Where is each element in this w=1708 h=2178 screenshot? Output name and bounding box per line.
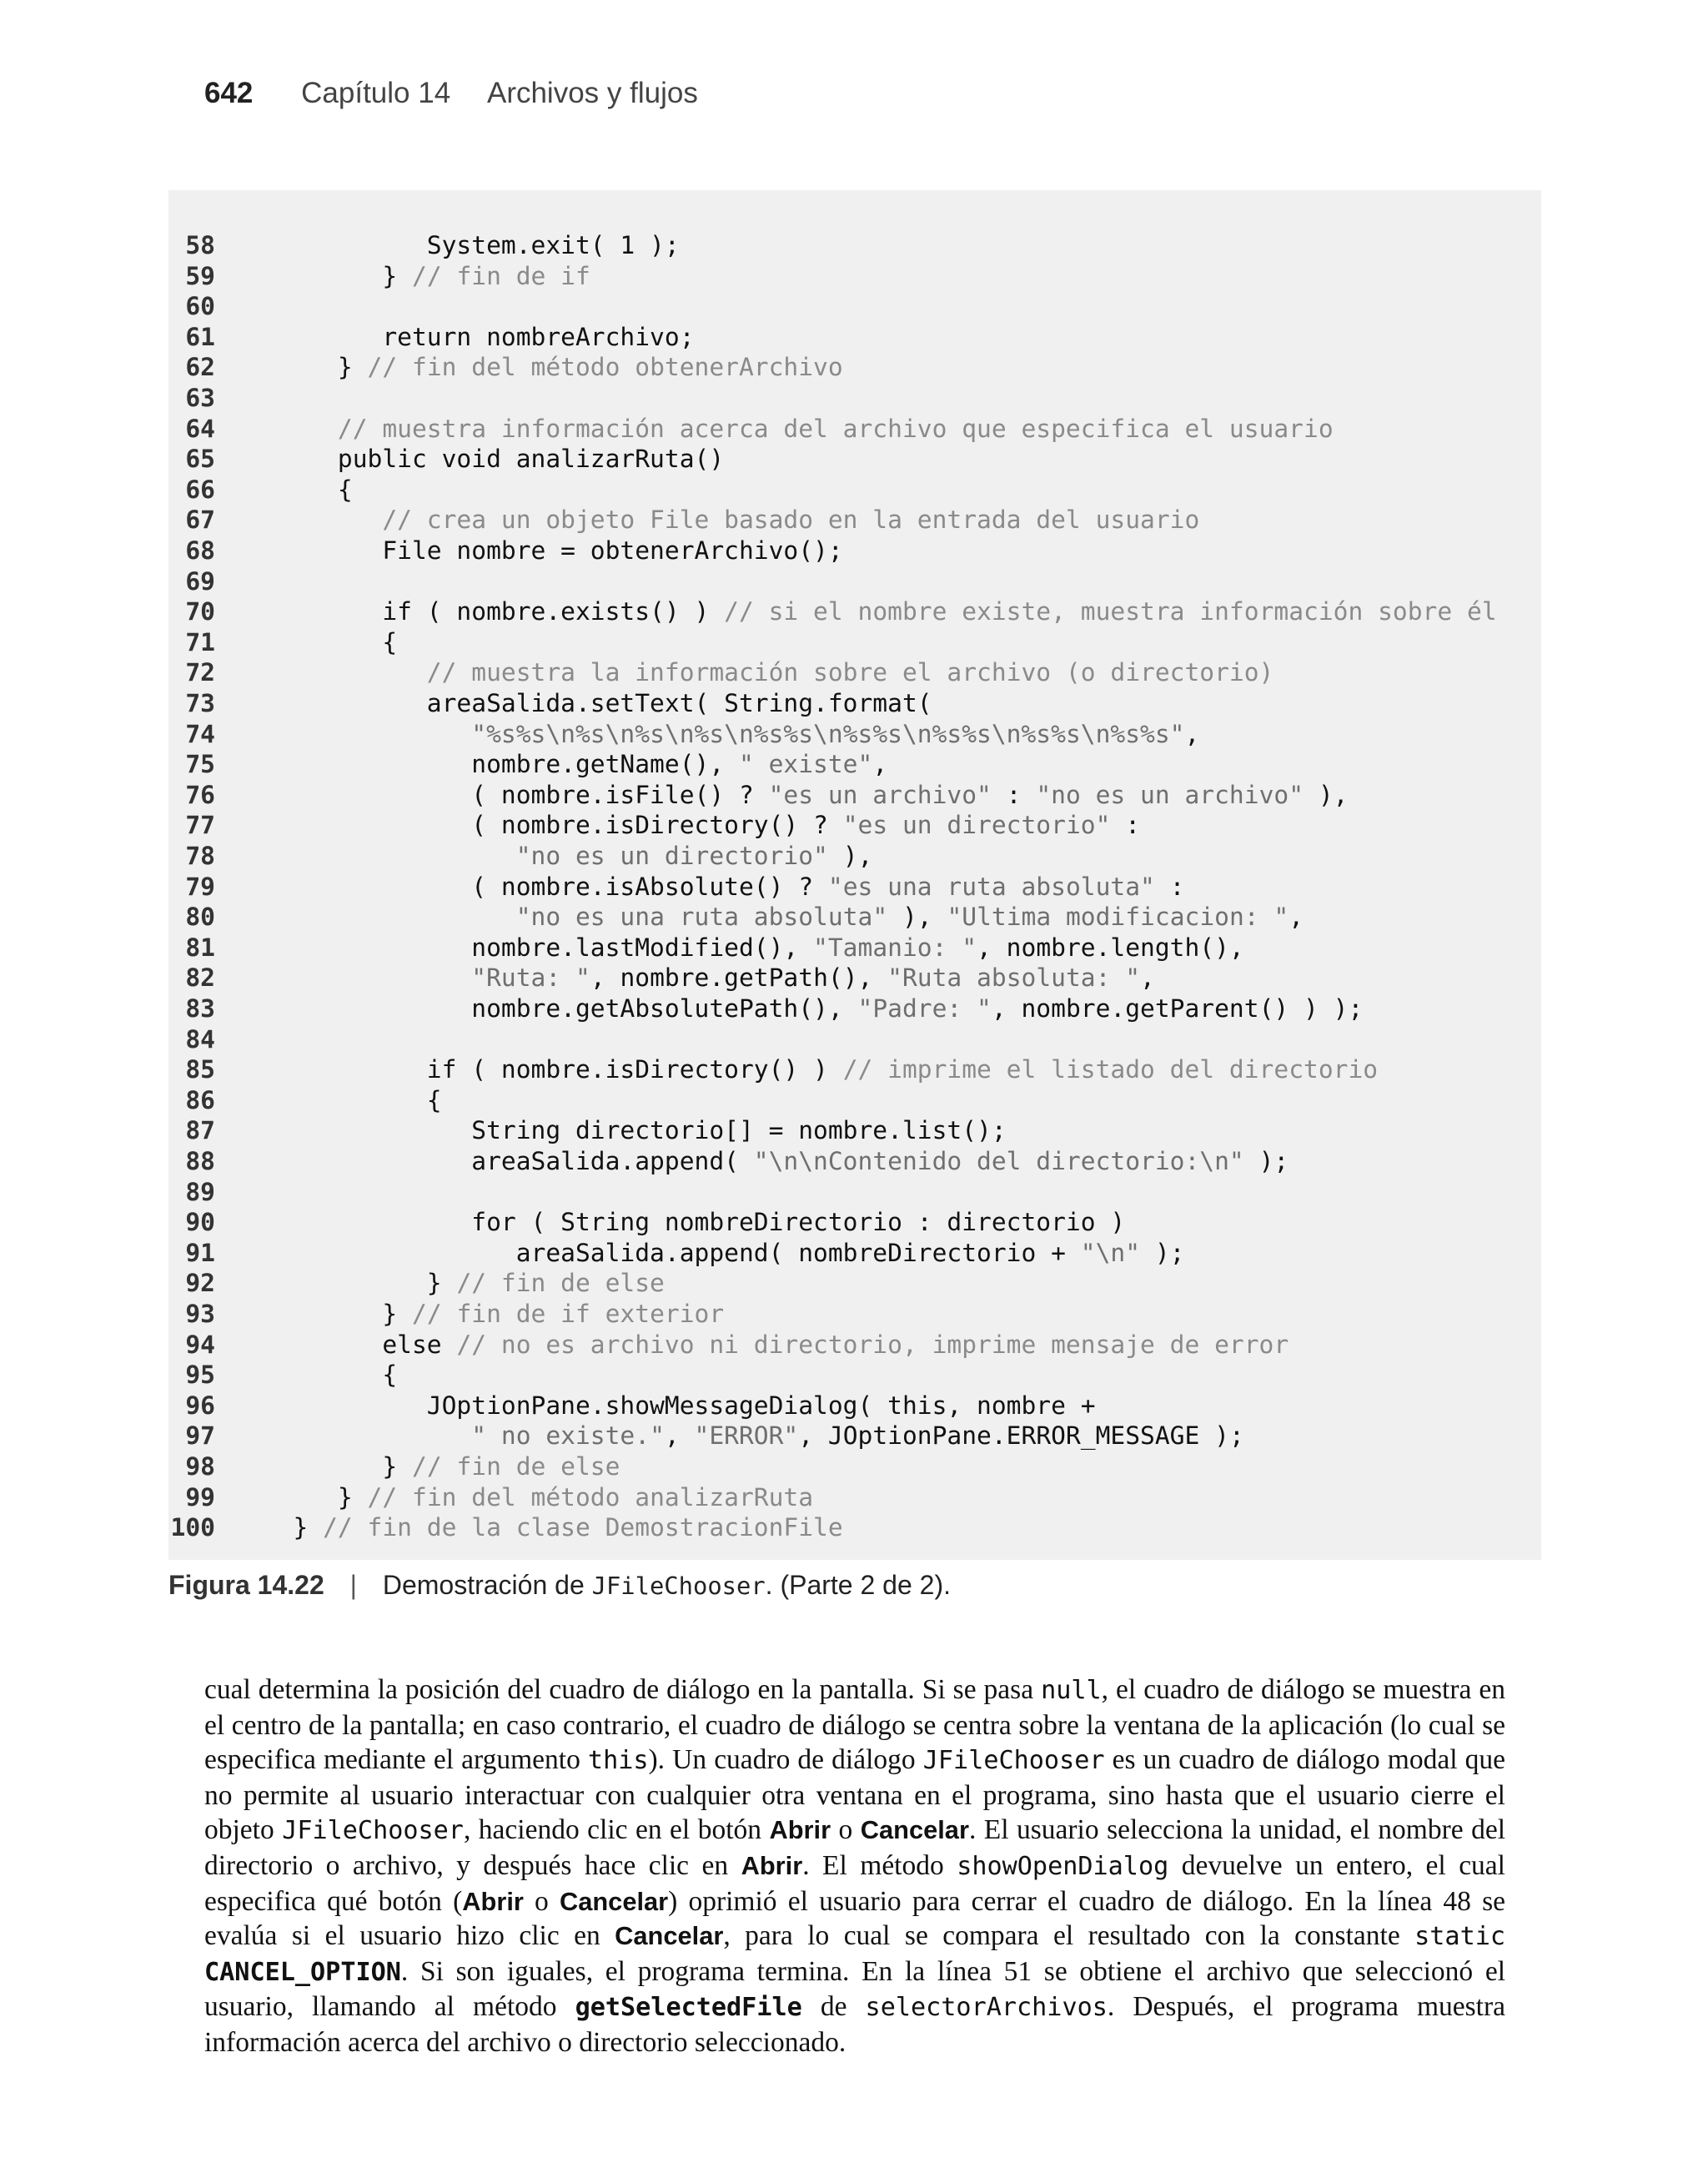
line-number: 81 — [185, 933, 215, 962]
line-code — [249, 1451, 620, 1481]
code-token — [249, 963, 471, 992]
line-number: 79 — [185, 872, 215, 901]
line-number: 71 — [185, 627, 215, 656]
text-run: de — [801, 1991, 866, 2023]
line-code — [249, 1054, 1378, 1084]
text-run: , para lo cual se compara el resultado con la constante — [723, 1920, 1415, 1952]
line-number: 96 — [185, 1391, 215, 1420]
ui-term: Abrir — [741, 1850, 803, 1880]
inline-code: this — [587, 1746, 649, 1776]
code-token: } — [249, 1482, 368, 1512]
line-number: 68 — [185, 536, 215, 565]
line-code — [249, 230, 680, 260]
code-token: nombre.lastModified(), — [249, 933, 814, 962]
line-number: 73 — [185, 689, 215, 717]
line-code — [249, 1238, 1184, 1268]
text-run: . El método — [802, 1849, 957, 1881]
code-comment: // imprime el listado del directorio — [842, 1055, 1379, 1084]
line-number: 93 — [185, 1300, 215, 1328]
line-number: 89 — [185, 1177, 215, 1206]
text-run: o — [831, 1814, 861, 1846]
code-token: } — [249, 1452, 412, 1481]
code-token: , — [1289, 903, 1304, 932]
line-code — [249, 749, 887, 779]
line-number: 99 — [185, 1482, 215, 1512]
line-code — [249, 1482, 813, 1512]
code-token: "es una ruta absoluta" — [827, 872, 1155, 901]
line-number: 83 — [185, 994, 215, 1023]
code-token: return nombreArchivo; — [249, 322, 695, 351]
code-token — [249, 1421, 471, 1450]
code-comment: // fin de la clase DemostracionFile — [323, 1513, 843, 1542]
code-token: : — [991, 780, 1037, 809]
line-number: 98 — [185, 1452, 215, 1481]
text-run: es un cuadro de diálogo modal que no permite al usuario interactuar con cualquier otra ventana en el programa, sino hasta que el usuario cierre el objeto — [204, 1744, 1505, 1846]
line-number: 86 — [185, 1085, 215, 1114]
code-comment: // si el nombre existe, muestra información sobre él — [724, 597, 1497, 626]
body-paragraph — [204, 1672, 1505, 2060]
code-token: areaSalida.append( — [249, 1147, 754, 1175]
line-number: 70 — [185, 597, 215, 626]
line-code — [249, 1115, 1007, 1145]
inline-code: showOpenDialog — [957, 1851, 1169, 1881]
caption-text-before: Demostración de — [382, 1570, 592, 1600]
line-code — [249, 872, 1185, 902]
code-token — [249, 903, 516, 931]
code-token: " no existe." — [471, 1421, 665, 1451]
line-number: 60 — [185, 292, 215, 321]
code-token: "Tamanio: " — [813, 933, 977, 962]
inline-code-bold: CANCEL_OPTION — [204, 1957, 401, 1987]
code-token: } — [249, 261, 412, 290]
chapter-title: Archivos y flujos — [486, 77, 698, 109]
inline-code: JFileChooser — [282, 1816, 464, 1846]
line-number: 65 — [185, 445, 215, 474]
code-token: "no es un directorio" — [515, 842, 828, 870]
code-token: "%s%s\n%s\n%s\n%s\n%s%s\n%s%s\n%s%s\n%s%s\n%s%s" — [471, 719, 1185, 748]
code-token: { — [249, 627, 398, 656]
line-number: 67 — [185, 506, 215, 535]
line-code — [249, 1146, 1289, 1176]
line-number: 91 — [185, 1238, 215, 1267]
inline-code: selectorArchivos — [865, 1993, 1108, 2023]
line-code — [249, 993, 1363, 1024]
line-code — [249, 1207, 1125, 1237]
line-code — [249, 1360, 397, 1390]
line-code — [249, 1268, 665, 1298]
code-token: , nombre.length(), — [977, 933, 1244, 962]
code-token: if ( nombre.isDirectory() ) — [249, 1055, 843, 1084]
line-number: 75 — [185, 750, 215, 779]
line-code — [249, 414, 1334, 444]
line-number: 62 — [185, 353, 215, 382]
text-run: . Si son iguales, el programa termina. En la línea 51 se obtiene el archivo que seleccionó el usuario, llamando al método — [204, 1955, 1505, 2023]
code-token: ); — [1140, 1238, 1185, 1267]
line-code — [249, 596, 1497, 626]
page-number: 642 — [204, 77, 254, 109]
code-token: "Padre: " — [857, 994, 992, 1023]
line-code — [249, 1299, 724, 1329]
code-token: "es un directorio" — [842, 811, 1111, 840]
line-number: 97 — [185, 1421, 215, 1451]
code-token: "no es un archivo" — [1036, 780, 1304, 809]
code-comment: // fin del método analizarRuta — [367, 1482, 814, 1512]
code-token: JOptionPane.showMessageDialog( this, nombre + — [249, 1391, 1096, 1420]
code-token: ( nombre.isAbsolute() ? — [249, 872, 828, 901]
code-token: areaSalida.append( nombreDirectorio + — [249, 1238, 1081, 1267]
line-number: 74 — [185, 719, 215, 748]
line-code — [249, 810, 1140, 840]
caption-code: JFileChooser — [591, 1572, 766, 1600]
line-number: 76 — [185, 780, 215, 809]
caption-separator: | — [349, 1570, 357, 1600]
line-number: 95 — [185, 1361, 215, 1390]
code-token: "Ruta: " — [471, 963, 590, 993]
line-number: 82 — [185, 963, 215, 993]
ui-term: Cancelar — [860, 1815, 969, 1845]
code-token: System.exit( 1 ); — [249, 231, 680, 259]
code-token: String directorio[] = nombre.list(); — [249, 1116, 1007, 1145]
line-code — [249, 475, 353, 505]
line-code — [249, 322, 695, 352]
line-number: 84 — [185, 1024, 215, 1054]
line-number: 85 — [185, 1055, 215, 1084]
code-token: , nombre.getParent() ) ); — [991, 994, 1364, 1023]
line-code — [249, 627, 397, 657]
code-token: areaSalida.setText( String.format( — [249, 689, 932, 717]
code-token: "Ruta absoluta: " — [887, 963, 1141, 993]
code-token: public void analizarRuta() — [249, 445, 725, 474]
line-number: 61 — [185, 322, 215, 351]
line-code — [249, 536, 843, 566]
line-number: 100 — [170, 1513, 215, 1542]
code-comment: // no es archivo ni directorio, imprime mensaje de error — [456, 1330, 1289, 1359]
line-number: 63 — [185, 384, 215, 412]
ui-term: Cancelar — [615, 1921, 724, 1951]
line-code — [249, 1512, 843, 1542]
ui-term: Abrir — [769, 1815, 831, 1845]
code-token: , — [872, 750, 888, 779]
code-comment: // fin de if — [412, 261, 590, 290]
text-run: . El usuario selecciona la unidad, el nombre del directorio o archivo, y después hace clic en — [204, 1814, 1506, 1881]
line-code — [249, 780, 1348, 810]
text-run: devuelve un entero, el cual especifica qué botón ( — [204, 1849, 1505, 1917]
line-code — [249, 688, 932, 718]
code-token: , — [1140, 963, 1155, 993]
line-code — [249, 719, 1199, 749]
line-number: 64 — [185, 414, 215, 443]
line-number: 59 — [185, 261, 215, 290]
code-token: nombre.getAbsolutePath(), — [249, 994, 858, 1023]
code-token: "\n" — [1080, 1238, 1141, 1267]
line-code — [249, 902, 1304, 932]
ui-term: Cancelar — [559, 1886, 669, 1916]
line-code — [249, 963, 1155, 993]
line-number: 88 — [185, 1147, 215, 1175]
code-token: , — [1184, 719, 1200, 748]
code-listing — [168, 190, 1541, 1560]
line-code — [249, 1421, 1244, 1451]
code-token: "Ultima modificacion: " — [947, 903, 1289, 932]
inline-code-bold: getSelectedFile — [575, 1993, 802, 2023]
code-token: "es un archivo" — [768, 780, 992, 809]
line-number: 87 — [185, 1116, 215, 1145]
code-token: } — [249, 1300, 412, 1328]
line-code — [249, 1085, 442, 1115]
line-number: 92 — [185, 1269, 215, 1298]
code-comment: // fin de else — [412, 1452, 620, 1481]
code-token — [249, 842, 516, 870]
code-comment: // muestra la información sobre el archivo (o directorio) — [249, 658, 1274, 687]
code-token: ), — [827, 842, 873, 870]
line-code — [249, 841, 872, 871]
line-number: 90 — [185, 1208, 215, 1237]
text-run: cual determina la posición del cuadro de diálogo en la pantalla. Si se pasa — [204, 1674, 1042, 1705]
line-number: 66 — [185, 475, 215, 504]
code-token: ), — [1304, 780, 1349, 809]
line-code — [249, 352, 843, 382]
code-comment: // muestra información acerca del archivo que especifica el usuario — [249, 414, 1334, 443]
line-number: 94 — [185, 1330, 215, 1359]
code-token: , JOptionPane.ERROR_MESSAGE ); — [798, 1421, 1244, 1451]
code-token: ( nombre.isDirectory() ? — [249, 811, 843, 840]
code-comment: // fin de else — [456, 1269, 665, 1298]
code-token: { — [249, 1085, 442, 1114]
code-token: else — [249, 1330, 457, 1359]
inline-code: JFileChooser — [922, 1746, 1105, 1776]
line-code — [249, 261, 590, 291]
code-token: "no es una ruta absoluta" — [515, 903, 888, 932]
chapter-label: Capítulo 14 — [301, 77, 451, 109]
text-run: , haciendo clic en el botón — [463, 1814, 770, 1846]
line-number: 72 — [185, 658, 215, 687]
line-number: 77 — [185, 811, 215, 840]
code-token: "ERROR" — [694, 1421, 799, 1451]
code-token: nombre.getName(), — [249, 750, 739, 779]
code-token: : — [1154, 872, 1185, 901]
code-token: } — [249, 1513, 324, 1542]
running-head — [204, 77, 698, 110]
code-token: File nombre = obtenerArchivo(); — [249, 536, 843, 565]
figure-label: Figura 14.22 — [168, 1570, 324, 1600]
code-token: for ( String nombreDirectorio : directorio ) — [249, 1208, 1126, 1237]
code-token: ( nombre.isFile() ? — [249, 780, 769, 809]
code-comment: // crea un objeto File basado en la entrada del usuario — [249, 506, 1200, 535]
line-code — [249, 657, 1273, 687]
code-token — [249, 720, 471, 748]
inline-code: null — [1041, 1676, 1102, 1705]
line-number: 78 — [185, 842, 215, 870]
line-number: 69 — [185, 566, 215, 596]
code-comment: // fin del método obtenerArchivo — [367, 353, 843, 382]
line-code — [249, 933, 1244, 963]
figure-caption — [168, 1570, 951, 1601]
line-code — [249, 1330, 1289, 1360]
text-run: . Después, el programa muestra información acerca del archivo o directorio seleccionado. — [204, 1991, 1505, 2058]
code-token: , nombre.getPath(), — [590, 963, 888, 993]
code-token: if ( nombre.exists() ) — [249, 597, 725, 626]
code-token: { — [249, 1361, 398, 1390]
text-run: ) oprimió el usuario para cerrar el cuadro de diálogo. En la línea 48 se evalúa si el usuario hizo clic en — [204, 1885, 1505, 1952]
code-token: { — [249, 475, 353, 504]
line-code — [249, 1391, 1096, 1421]
code-token: } — [249, 1269, 457, 1298]
code-token: } — [249, 353, 368, 382]
text-run: ). Un cuadro de diálogo — [648, 1744, 923, 1776]
code-comment: // fin de if exterior — [412, 1300, 725, 1328]
code-token: : — [1110, 811, 1141, 840]
text-run: o — [523, 1885, 560, 1917]
text-run: , el cuadro de diálogo se muestra en el centro de la pantalla; en caso contrario, el cuadro de diálogo se centra sobre la ventana de la aplicación (lo cual se especifica mediante el argumento — [204, 1674, 1505, 1776]
ui-term: Abrir — [462, 1886, 524, 1916]
line-code — [249, 444, 724, 474]
inline-code: static — [1414, 1922, 1506, 1952]
code-token: ), — [887, 903, 947, 932]
line-code — [249, 505, 1199, 535]
code-token: ); — [1243, 1147, 1289, 1175]
code-token: " existe" — [738, 750, 873, 779]
code-token: "\n\nContenido del directorio:\n" — [753, 1147, 1244, 1175]
code-token: , — [664, 1421, 695, 1451]
caption-text-after: . (Parte 2 de 2). — [765, 1570, 951, 1600]
line-number: 58 — [185, 231, 215, 259]
line-number: 80 — [185, 903, 215, 932]
